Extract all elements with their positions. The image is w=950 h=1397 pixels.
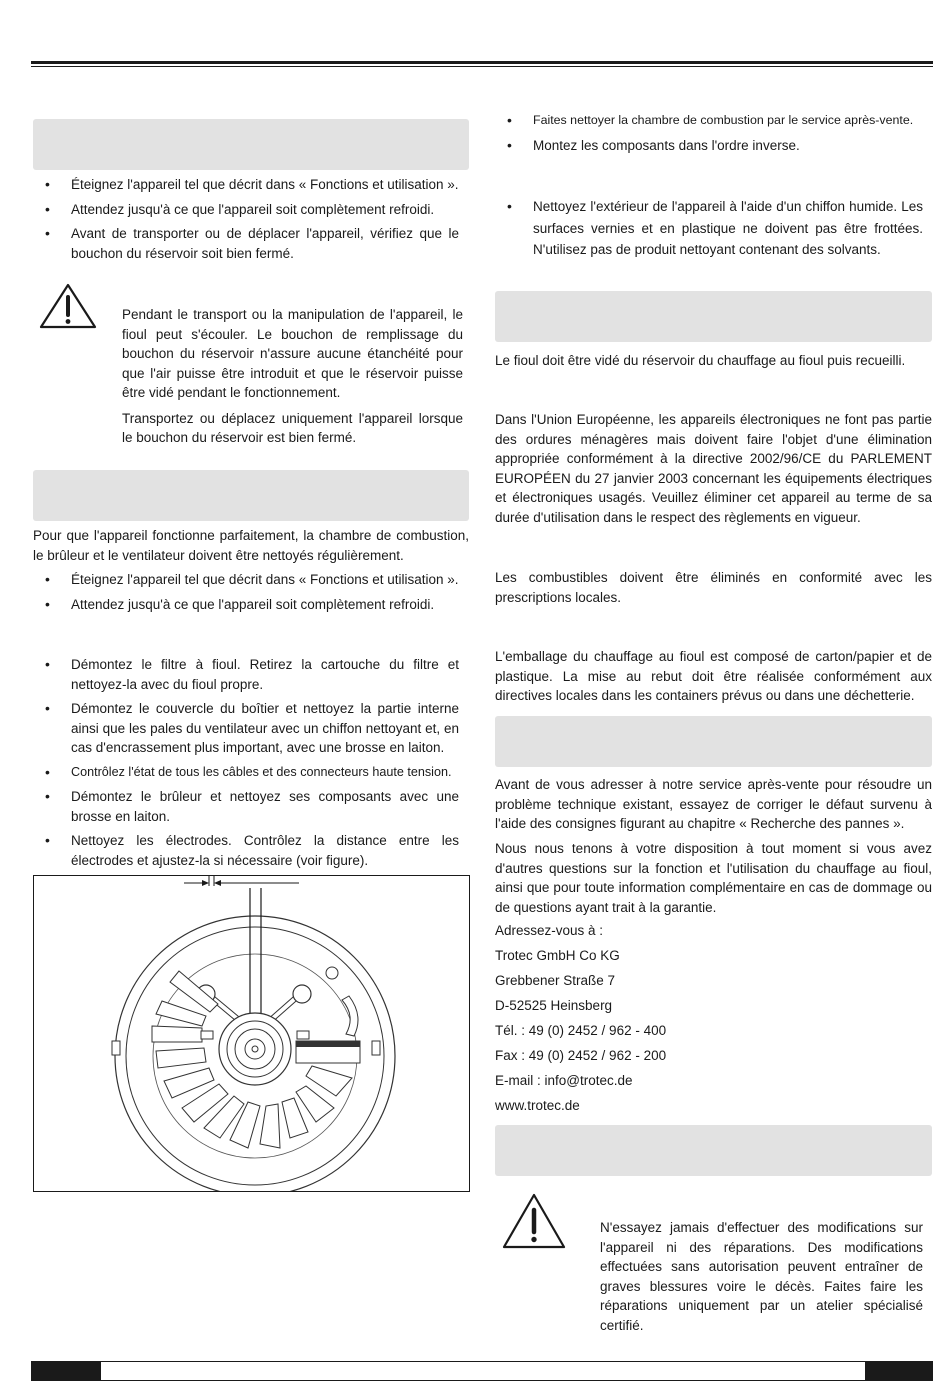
address-line: D-52525 Heinsberg [495,998,613,1013]
header-rule [31,61,933,64]
list-item: • Démontez le couvercle du boîtier et nettoyez la partie interne ainsi que les pales du ventilateur avec un chiffon nettoyant et, en cas d'encrassement plus important, avec une brosse en laiton. [33,699,459,758]
list-item: • Éteignez l'appareil tel que décrit dans « Fonctions et utilisation ». [33,570,459,590]
burner-fan-illustration [34,876,469,1191]
address-line: Adressez-vous à : [495,923,604,938]
footer-right-block [865,1361,933,1381]
warning-triangle-icon [38,282,98,330]
disposal-fuel-text: Le fioul doit être vidé du réservoir du chauffage au fioul puis recueilli. [495,353,906,368]
list-item: • Démontez le filtre à fioul. Retirez la cartouche du filtre et nettoyez-la avec du fioul propre. [33,655,459,694]
section-header-maintenance [33,470,469,521]
section-header-service [495,716,932,767]
address-website: www.trotec.de [495,1098,580,1113]
footer-left-block [31,1361,101,1381]
warning-text: N'essayez jamais d'effectuer des modifications sur l'appareil ni des réparations. Des modifications effectuées sans autorisation peuvent entraîner de graves blessures voire le décès. Faites faire les réparations uniquement par un atelier spécialisé certifié. [600,1220,923,1333]
list-item: • Nettoyez l'extérieur de l'appareil à l'aide d'un chiffon humide. Les surfaces vernies et en plastique ne doivent pas être frottées. N'utilisez pas de produit nettoyant contenant des solvants. [495,196,923,261]
service-paragraph-2: Nous nous tenons à votre disposition à tout moment si vous avez d'autres questions sur la fonction et l'utilisation du chauffage au fioul, ainsi que pour toute information complémentaire en cas de dommage ou de questions ayant trait à la garantie. [495,841,932,915]
disposal-packaging-text: L'emballage du chauffage au fioul est composé de carton/papier et de plastique. La mise au rebut doit être réalisée conformément aux directives locales dans les containers prévus ou dans une déchetterie. [495,649,932,703]
maintenance-steps [33,655,459,875]
warning-text: Pendant le transport ou la manipulation de l'appareil, le fioul peut s'écouler. Le bouchon de remplissage du bouchon du réservoir n'assure aucune étanchéité pour que l'air puisse être introduit et que le réservoir puisse être vidé pendant le fonctionnement. [122,307,463,400]
section-header-transport [33,119,469,170]
list-item: • Avant de transporter ou de déplacer l'appareil, vérifiez que le bouchon du réservoir soit bien fermé. [33,224,459,263]
exterior-cleaning-bullets [495,196,923,266]
section-header-repair [495,1125,932,1176]
address-line: Grebbener Straße 7 [495,973,616,988]
warning-triangle-icon [501,1192,567,1250]
cleaning-continued-bullets [495,111,923,160]
service-address [495,921,932,1121]
transport-bullets [33,175,459,268]
maintenance-prep-bullets [33,570,459,619]
address-email: E-mail : info@trotec.de [495,1073,633,1088]
list-item: • Montez les composants dans l'ordre inverse. [495,136,923,156]
footer-bar [31,1361,933,1381]
address-line: Trotec GmbH Co KG [495,948,620,963]
list-item: • Nettoyez les électrodes. Contrôlez la distance entre les électrodes et ajustez-la si nécessaire (voir figure). [33,831,459,870]
list-item: • Éteignez l'appareil tel que décrit dans « Fonctions et utilisation ». [33,175,459,195]
warning-text: Transportez ou déplacez uniquement l'appareil lorsque le bouchon du réservoir est bien fermé. [122,410,463,445]
list-item: • Attendez jusqu'à ce que l'appareil soit complètement refroidi. [33,595,459,615]
list-item: • Faites nettoyer la chambre de combustion par le service après-vente. [495,111,923,131]
header-rule-thin [31,66,933,67]
address-fax: Fax : 49 (0) 2452 / 962 - 200 [495,1048,667,1063]
section-header-disposal [495,291,932,342]
disposal-eu-text: Dans l'Union Européenne, les appareils électroniques ne font pas partie des ordures ménagères mais doivent faire l'objet d'une élimination appropriée conformément à la directive 2002/96/CE du PARLEMENT EUROPÉEN du 27 janvier 2003 concernant les équipements électriques et électroniques usagés. Veuillez éliminer cet appareil au terme de sa durée d'utilisation dans le respect des règlements en vigueur. [495,412,932,525]
list-item: • Contrôlez l'état de tous les câbles et des connecteurs haute tension. [33,763,459,783]
list-item: • Démontez le brûleur et nettoyez ses composants avec une brosse en laiton. [33,787,459,826]
address-phone: Tél. : 49 (0) 2452 / 962 - 400 [495,1023,667,1038]
maintenance-intro: Pour que l'appareil fonctionne parfaitement, la chambre de combustion, le brûleur et le ventilateur doivent être nettoyés régulièrement. [33,528,469,563]
service-paragraph-1: Avant de vous adresser à notre service après-vente pour résoudre un problème technique existant, essayez de corriger le défaut survenu à l'aide des consignes figurant au chapitre « Recherche des pannes ». [495,777,932,831]
list-item: • Attendez jusqu'à ce que l'appareil soit complètement refroidi. [33,200,459,220]
electrode-figure [33,875,470,1192]
disposal-combustibles-text: Les combustibles doivent être éliminés en conformité avec les prescriptions locales. [495,570,932,605]
